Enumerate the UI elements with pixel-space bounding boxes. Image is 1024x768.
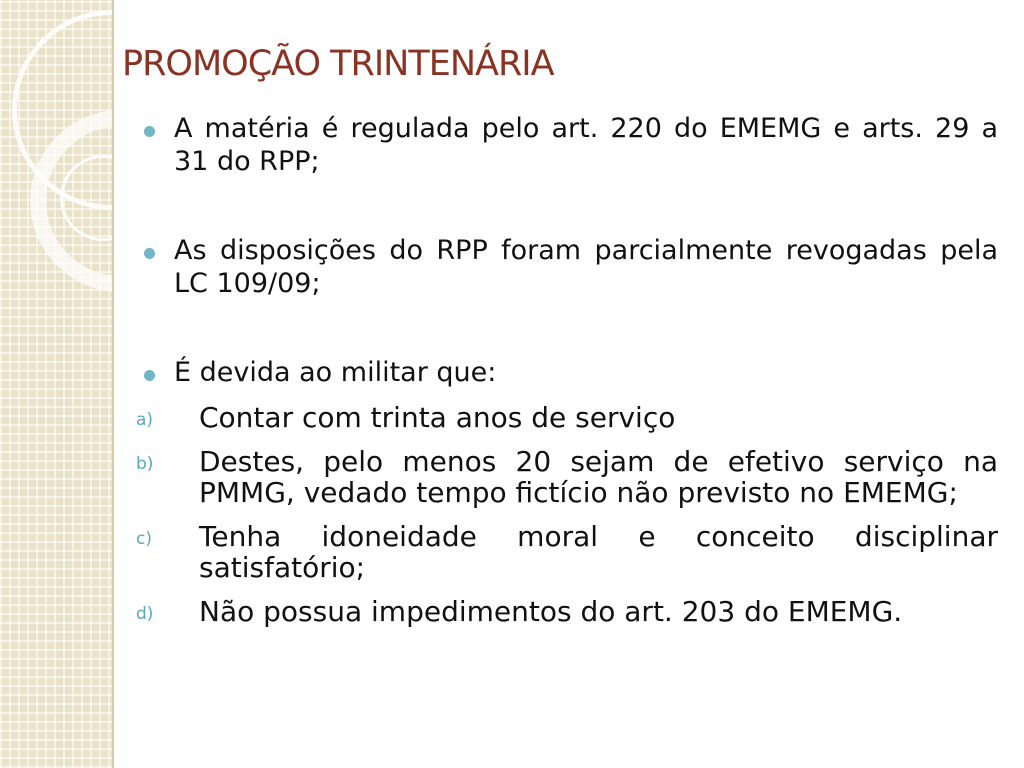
sub-item-marker: a) <box>136 410 154 430</box>
sub-list <box>136 401 998 628</box>
sub-item-marker: b) <box>136 454 154 474</box>
sub-item-marker: c) <box>136 529 152 549</box>
sub-item-text: Não possua impedimentos do art. 203 do EMEMG. <box>199 595 903 628</box>
sub-item-text: Destes, pelo menos 20 sejam de efetivo serviço na PMMG, vedado tempo fictício não previsto no EMEMG; <box>199 445 998 509</box>
slide-title: PROMOÇÃO TRINTENÁRIA <box>122 44 554 84</box>
bullet-item <box>140 356 998 389</box>
bullet-dot-icon <box>144 126 155 137</box>
bullet-text: É devida ao militar que: <box>174 357 497 388</box>
slide-body <box>136 112 998 628</box>
sub-item-d <box>136 595 998 628</box>
decorative-side-panel <box>0 0 112 768</box>
panel-divider <box>112 0 114 768</box>
bullet-dot-icon <box>144 248 155 259</box>
bullet-dot-icon <box>144 370 155 381</box>
bullet-text: A matéria é regulada pelo art. 220 do EMEMG e arts. 29 a 31 do RPP; <box>174 113 998 177</box>
sub-item-text: Contar com trinta anos de serviço <box>199 401 676 434</box>
sub-item-a <box>136 401 998 434</box>
bullet-text: As disposições do RPP foram parcialmente revogadas pela LC 109/09; <box>174 235 998 299</box>
sub-item-text: Tenha idoneidade moral e conceito disciplinar satisfatório; <box>199 520 998 584</box>
sub-item-b <box>136 445 998 509</box>
sub-item-marker: d) <box>136 604 154 624</box>
bullet-item <box>140 234 998 300</box>
bullet-item <box>140 112 998 178</box>
sub-item-c <box>136 520 998 584</box>
